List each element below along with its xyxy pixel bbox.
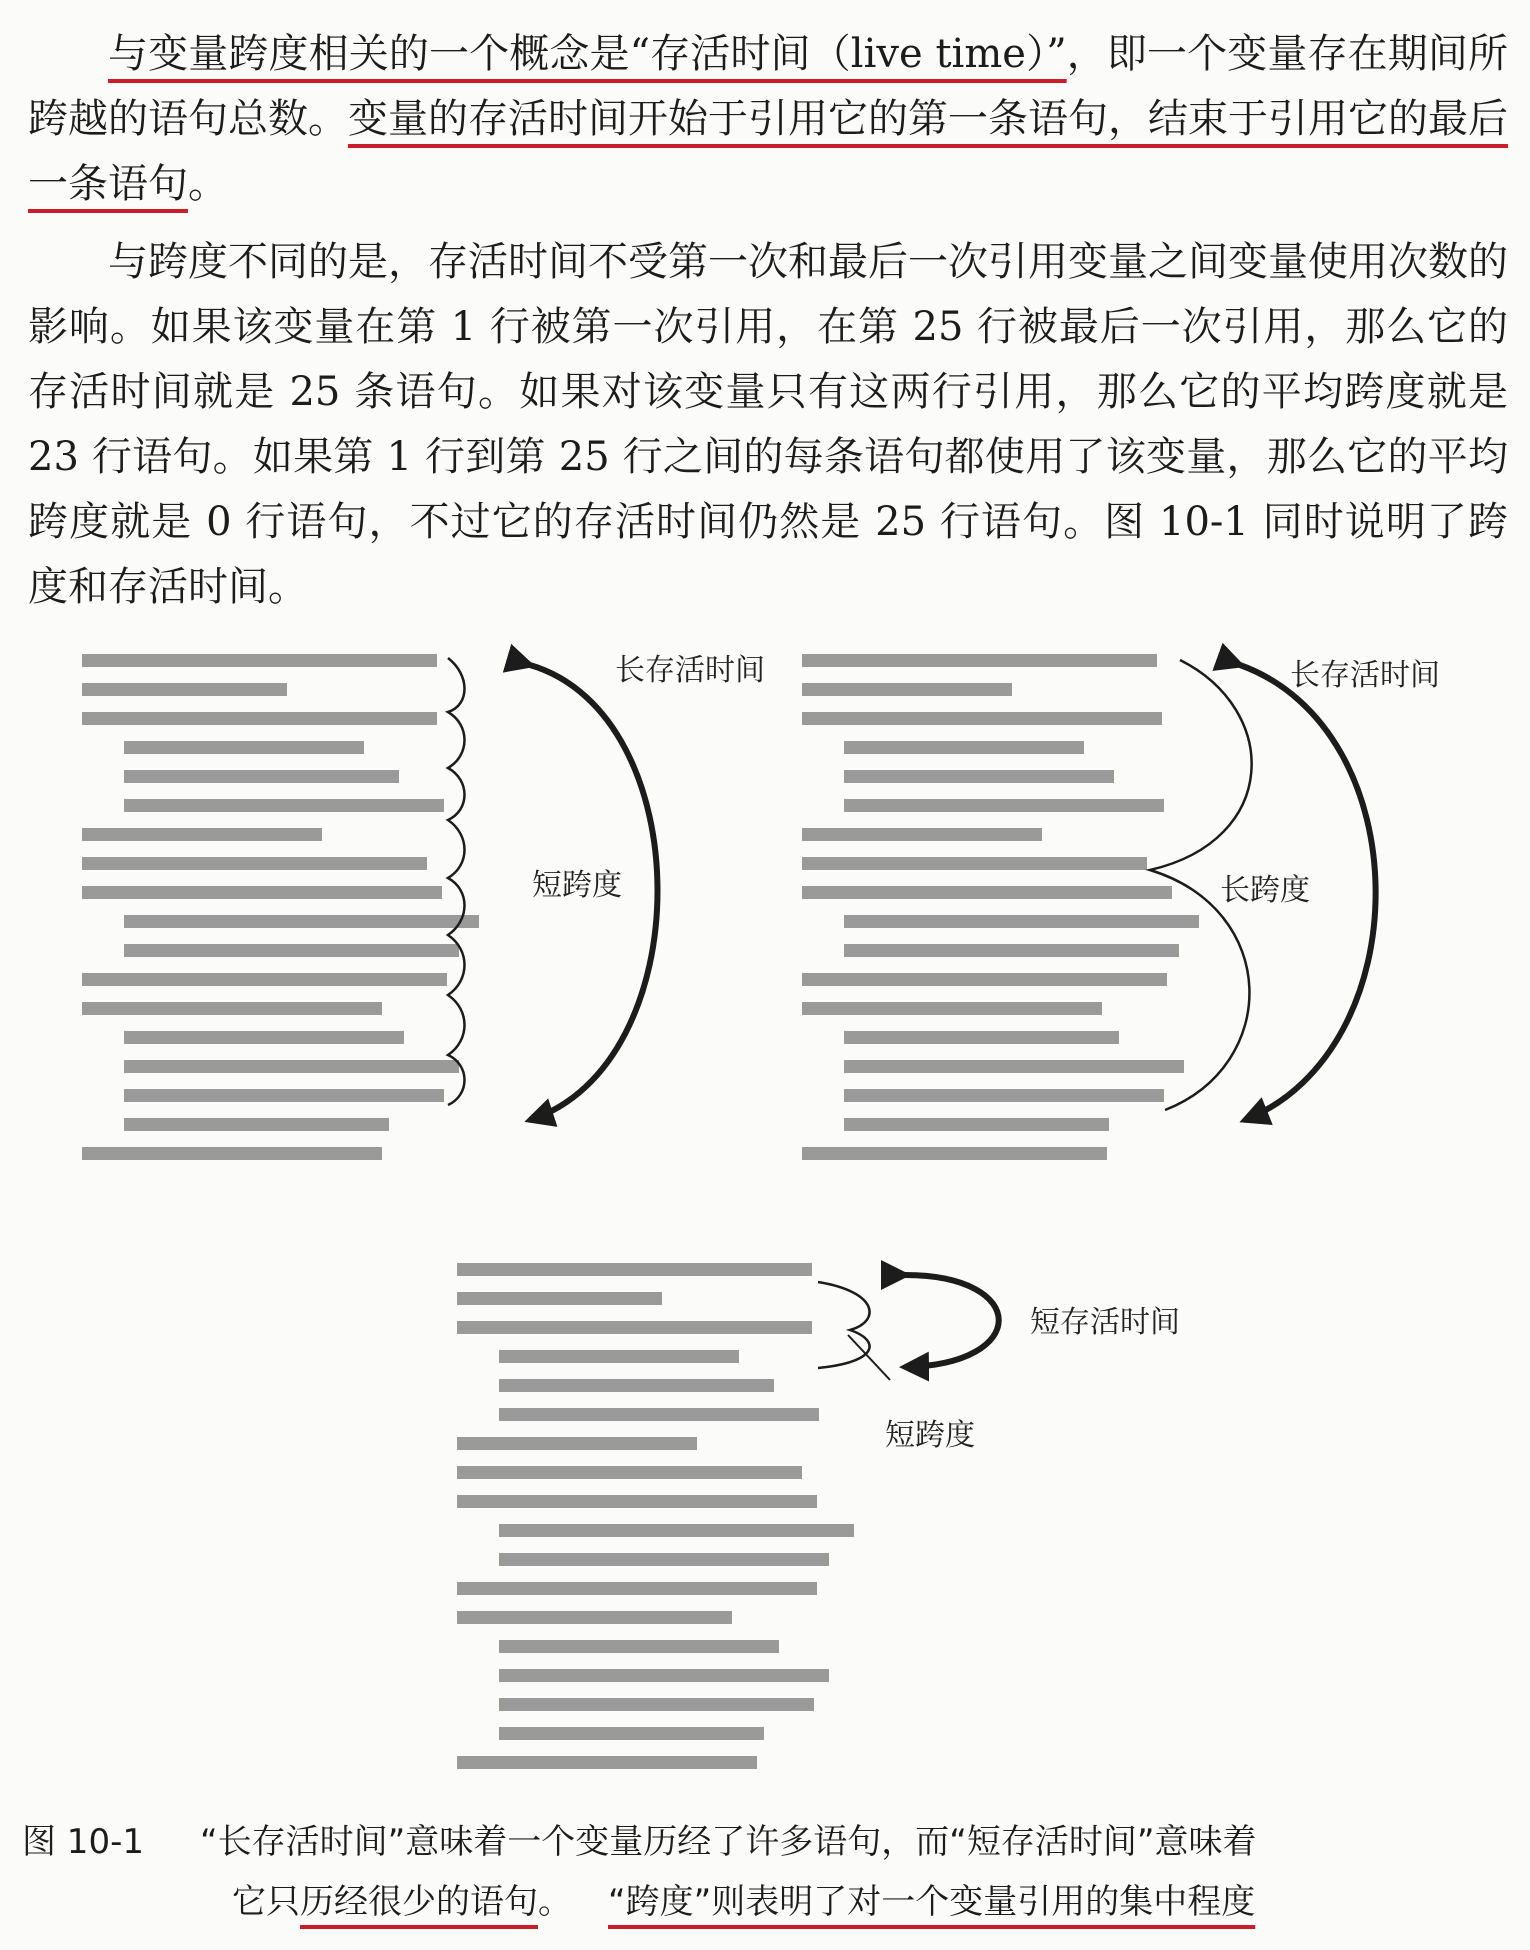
code-line-bar (124, 1031, 404, 1044)
code-line-bar (82, 683, 287, 696)
code-line-bar (457, 1756, 757, 1769)
code-line-bar (844, 915, 1199, 928)
code-line-bar (124, 1089, 444, 1102)
code-line-bar (802, 828, 1042, 841)
code-line-bar (124, 1118, 389, 1131)
panel-long-live-short-span (82, 653, 765, 1160)
code-line-bar (457, 1292, 662, 1305)
code-line-bar (124, 915, 479, 928)
code-line-bar (499, 1698, 814, 1711)
code-line-bar (82, 857, 427, 870)
highlight-live-time-range: 变量的存活时间开始于引用它的第一条语句，结束于引用它的最后一条语句 (28, 96, 1508, 207)
code-line-bar (499, 1727, 764, 1740)
label-long-live-time-2: 长存活时间 (1290, 658, 1440, 693)
text-period: 。 (188, 161, 228, 207)
caption-highlight-span-definition: “跨度”则表明了对一个变量引用的集中程度 (608, 1882, 1256, 1922)
code-line-bar (82, 1002, 382, 1015)
code-line-bar (802, 712, 1162, 725)
code-line-bar (499, 1524, 854, 1537)
code-line-bar (457, 1466, 802, 1479)
code-line-bar (124, 944, 459, 957)
caption-line-2 (232, 1872, 1255, 1932)
code-line-bar (499, 1669, 829, 1682)
code-line-bar (82, 828, 322, 841)
code-line-bar (802, 654, 1157, 667)
code-line-bar (82, 886, 442, 899)
caption-text-c: 。 (538, 1882, 572, 1922)
code-line-bar (457, 1437, 697, 1450)
code-line-bar (802, 886, 1172, 899)
text-live-time-span: ，即一个变量存在期间所跨越的语句总数。 (28, 31, 1509, 142)
code-line-bar (844, 741, 1084, 754)
code-lines-3 (457, 1263, 854, 1769)
code-line-bar (844, 1118, 1109, 1131)
code-line-bar (802, 683, 1012, 696)
label-short-live-time: 短存活时间 (1030, 1305, 1180, 1340)
code-lines-1 (82, 654, 479, 1160)
code-line-bar (844, 1060, 1184, 1073)
code-line-bar (802, 1147, 1107, 1160)
short-span-brackets (448, 658, 465, 1105)
panel-short-live-short-span (457, 1263, 1180, 1769)
code-line-bar (82, 1147, 382, 1160)
code-line-bar (457, 1582, 817, 1595)
code-line-bar (82, 654, 437, 667)
caption-line-1: “长存活时间”意味着一个变量历经了许多语句，而“短存活时间”意味着 (200, 1822, 1257, 1862)
caption-label: 图 10-1 (22, 1822, 144, 1862)
code-line-bar (82, 712, 437, 725)
code-line-bar (844, 944, 1179, 957)
label-short-span-3: 短跨度 (885, 1418, 975, 1453)
code-line-bar (802, 973, 1167, 986)
code-line-bar (124, 799, 444, 812)
label-long-span: 长跨度 (1220, 873, 1310, 908)
caption-text-a: 它只 (232, 1882, 300, 1922)
code-line-bar (844, 1089, 1164, 1102)
code-line-bar (802, 1002, 1102, 1015)
code-line-bar (124, 770, 399, 783)
code-line-bar (124, 741, 364, 754)
caption-highlight-few-statements: 历经很少的语句 (300, 1882, 538, 1922)
code-line-bar (82, 973, 447, 986)
code-line-bar (499, 1379, 774, 1392)
code-line-bar (457, 1495, 817, 1508)
code-line-bar (457, 1611, 732, 1624)
figure-10-1 (0, 620, 1530, 1800)
code-line-bar (844, 770, 1114, 783)
code-line-bar (457, 1263, 812, 1276)
code-line-bar (802, 857, 1147, 870)
code-line-bar (844, 1031, 1119, 1044)
code-line-bar (499, 1640, 779, 1653)
code-line-bar (499, 1408, 819, 1421)
panel-long-live-long-span (802, 654, 1440, 1160)
label-short-span: 短跨度 (532, 868, 622, 903)
paragraph-span-vs-live-time: 与跨度不同的是，存活时间不受第一次和最后一次引用变量之间变量使用次数的影响。如果该变量在第 1 行被第一次引用，在第 25 行被最后一次引用，那么它的存活时间就是 25 条语句。如果对该变量只有这两行引用，那么它的平均跨度就是 23 行语句。如果第 1 行到第 25 行之间的每条语句都使用了该变量，那么它的平均跨度就是 0 行语句，不过它的存活时间仍然是 25 行语句。图 10-1 同时说明了跨度和存活时间。 (28, 239, 1508, 610)
code-line-bar (844, 799, 1164, 812)
code-line-bar (499, 1350, 739, 1363)
paragraph-live-time-definition (28, 22, 1508, 217)
short-live-time-arrow (905, 1275, 999, 1367)
highlight-live-time-concept: 与变量跨度相关的一个概念是“存活时间（live time）” (108, 31, 1067, 77)
code-line-bar (124, 1060, 459, 1073)
code-line-bar (499, 1553, 829, 1566)
short-span-bracket-3 (818, 1282, 870, 1368)
code-lines-2 (802, 654, 1199, 1160)
label-long-live-time: 长存活时间 (615, 653, 765, 688)
code-line-bar (457, 1321, 812, 1334)
